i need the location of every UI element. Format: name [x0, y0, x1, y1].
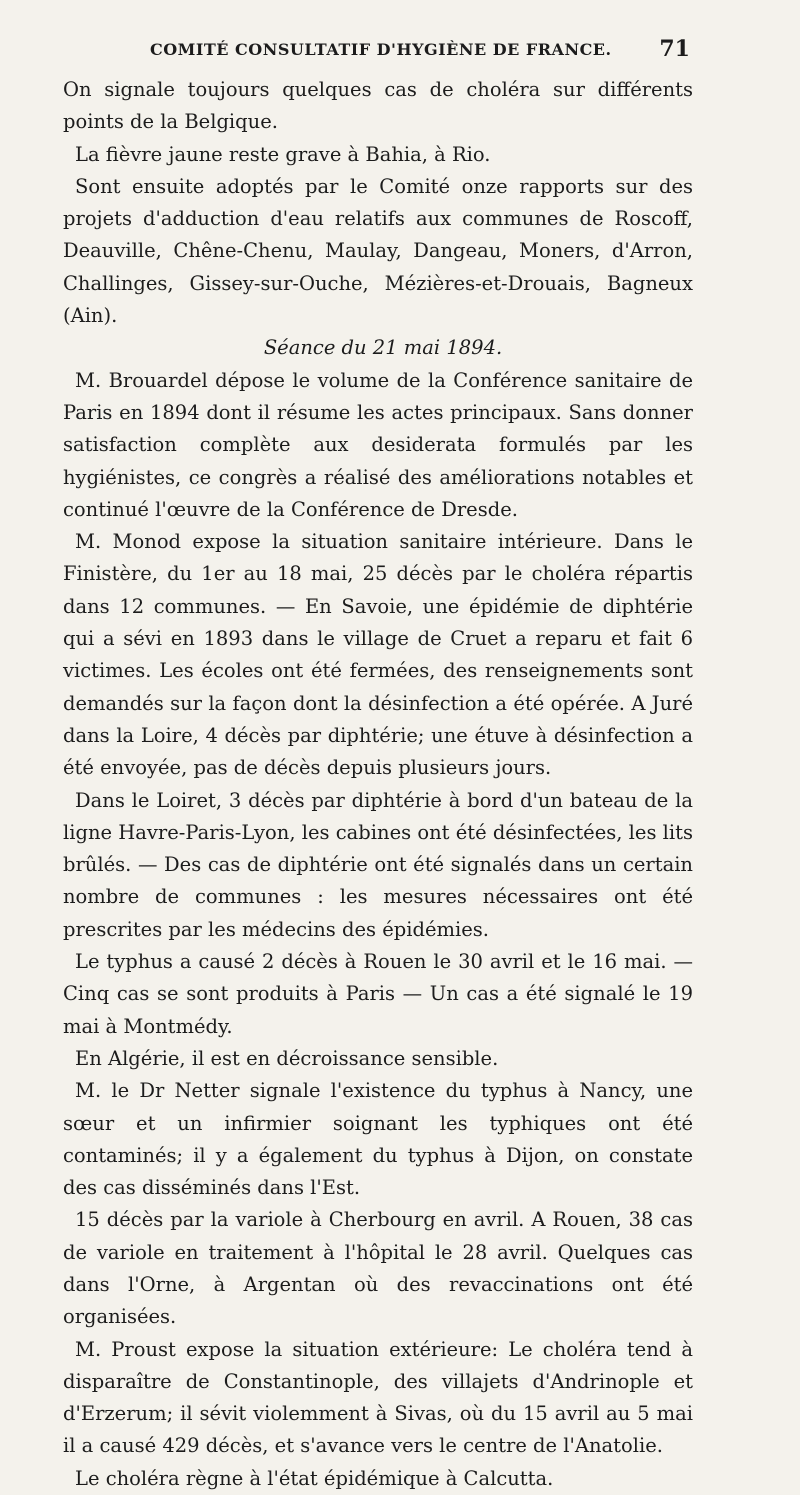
paragraph: La fièvre jaune reste grave à Bahia, à Rio.	[75, 142, 491, 166]
paragraph: Le choléra règne à l'état épidémique à Calcutta.	[75, 1466, 554, 1490]
paragraph: Sont ensuite adoptés par le Comité onze rapports sur des projets d'adduction d'eau relatifs aux communes de Roscoff, Deauville, Chêne-Chenu, Maulay, Dangeau, Moners, d'Arron, Challinges, Gissey-sur-Ouche, Mézières-et-Drouais, Bagneux (Ain).	[63, 174, 693, 328]
paragraph: On signale toujours quelques cas de choléra sur différents points de la Belgique.	[63, 78, 693, 134]
paragraph: M. Brouardel dépose le volume de la Conférence sanitaire de Paris en 1894 dont il résume les actes principaux. Sans donner satisfaction complète aux desiderata formulés par les hygiénistes, ce congrès a réalisé des améliorations notables et continué l'œuvre de la Conférence de Dresde.	[63, 368, 693, 521]
running-header	[150, 36, 690, 70]
paragraph: M. Proust expose la situation extérieure: Le choléra tend à disparaître de Constantinople, des villajets d'Andrinople et d'Erzerum; il sévit violemment à Sivas, où du 15 avril au 5 mai il a causé 429 décès, et s'avance vers le centre de l'Anatolie.	[63, 1337, 693, 1458]
paragraph: Dans le Loiret, 3 décès par diphtérie à bord d'un bateau de la ligne Havre-Paris-Lyon, les cabines ont été désinfectées, les lits brûlés. — Des cas de diphtérie ont été signalés dans un certain nombre de communes : les mesures nécessaires ont été prescrites par les médecins des épidémies.	[63, 788, 693, 941]
paragraph: M. Monod expose la situation sanitaire intérieure. Dans le Finistère, du 1er au 18 mai, 25 décès par le choléra répartis dans 12 communes. — En Savoie, une épidémie de diphtérie qui a sévi en 1893 dans le village de Cruet a reparu et fait 6 victimes. Les écoles ont été fermées, des renseignements sont demandés sur la façon dont la désinfection a été opérée. A Juré dans la Loire, 4 décès par diphtérie; une étuve à désinfection a été envoyée, pas de décès depuis plusieurs jours.	[63, 530, 693, 780]
page-number: 71	[659, 36, 690, 62]
paragraph: 15 décès par la variole à Cherbourg en avril. A Rouen, 38 cas de variole en traitement à l'hôpital le 28 avril. Quelques cas dans l'Orne, à Argentan où des revaccinations ont été organisées.	[63, 1208, 693, 1329]
body-text	[63, 74, 693, 1495]
paragraph: M. le Dr Netter signale l'existence du typhus à Nancy, une sœur et un infirmier soignant les typhiques ont été contaminés; il y a également du typhus à Dijon, on constate des cas disséminés dans l'Est.	[63, 1079, 693, 1200]
session-heading: Séance du 21 mai 1894.	[263, 336, 503, 360]
header-title: COMITÉ CONSULTATIF D'HYGIÈNE DE FRANCE.	[150, 40, 612, 59]
paragraph: En Algérie, il est en décroissance sensible.	[75, 1046, 499, 1070]
paragraph: Le typhus a causé 2 décès à Rouen le 30 avril et le 16 mai. — Cinq cas se sont produits à Paris — Un cas a été signalé le 19 mai à Montmédy.	[63, 950, 693, 1038]
